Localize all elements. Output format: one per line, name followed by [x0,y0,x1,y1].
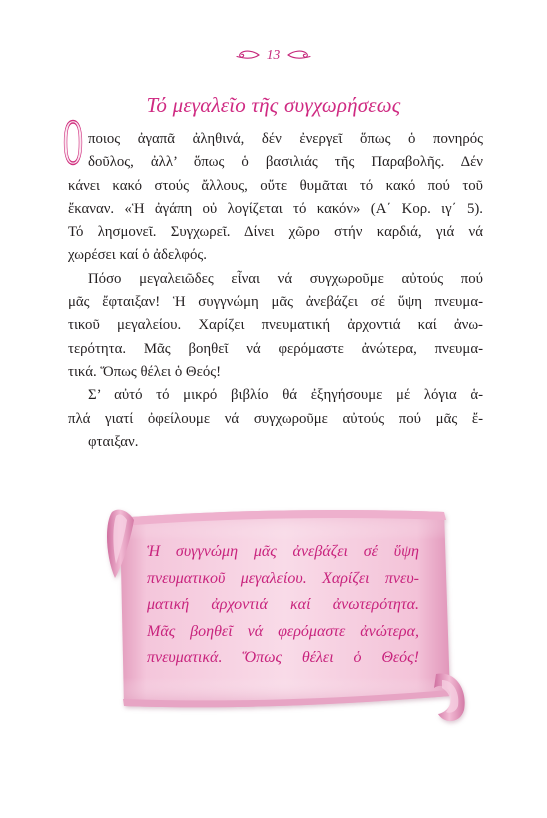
drop-cap: Ο [63,106,84,179]
paragraph [68,128,483,268]
text-line: τερότητα. Μᾶς βοηθεῖ νά φερόμαστε ἀνώτερα, πνευμα- [68,340,483,357]
flourish-right-icon [287,48,313,62]
text-line: Σ’ αὐτό τό μικρό βιβλίο θά ἐξηγήσουμε μέ λόγια ἁ- [88,387,483,404]
quote-line: πνευματικοῦ μεγαλείου. Χαρίζει πνευ- [147,569,419,587]
text-line: Πόσο μεγαλειῶδες εἶναι νά συγχωροῦμε αὐτούς πού [88,270,483,287]
chapter-title: Τό μεγαλεῖο τῆς συγχωρήσεως [146,93,401,117]
text-line: τικοῦ μεγαλείου. Χαρίζει πνευματική ἀρχοντιά καί ἀνω- [68,317,483,334]
text-line: Τό λησμονεῖ. Συγχωρεῖ. Δίνει χῶρο στήν καρδιά, γιά νά [68,224,483,241]
text-line: ἔκαναν. «Ἡ ἀγάπη οὐ λογίζεται τό κακόν» (Α΄ Κορ. ιγ΄ 5). [68,200,483,217]
quote-line: πνευματικά. Ὅπως θέλει ὁ Θεός! [147,649,419,666]
quote-line: Μᾶς βοηθεῖ νά φερόμαστε ἀνώτερα, [147,622,419,640]
scroll-curl-bottom-right [434,673,465,721]
paragraph [68,268,483,384]
text-line: δοῦλος, ἀλλ’ ὅπως ὁ βασιλιάς τῆς Παραβολῆς. Δέν [88,154,483,171]
page-header [0,45,547,65]
text-line: μᾶς ἔφταιξαν! Ἡ συγγνώμη μᾶς ἀνεβάζει σέ ὕψη πνευμα- [68,294,483,311]
text-line: κάνει κακό στούς ἄλλους, οὔτε θυμᾶται τό κακό πού τοῦ [68,177,483,194]
quote-line: Ἡ συγγνώμη μᾶς ἀνεβάζει σέ ὕψη [147,543,419,560]
scroll-quote [147,539,419,672]
text-line: φταιξαν. [88,433,139,450]
quote-line: ματική ἀρχοντιά καί ἀνωτερότητα. [147,596,419,613]
text-line: ποιος ἀγαπᾶ ἀληθινά, δέν ἐνεργεῖ ὅπως ὁ πονηρός [88,131,483,147]
page-number: 13 [266,47,281,62]
text-line: χωρέσει καί ὁ ἀδελφός. [68,247,207,264]
flourish-left-icon [234,48,260,62]
body-text [68,128,483,454]
text-line: πλά γιατί ὀφείλουμε νά συγχωροῦμε αὐτούς πού μᾶς ἔ- [68,410,483,427]
paragraph [68,384,483,454]
text-line: τικά. Ὅπως θέλει ὁ Θεός! [68,363,222,380]
